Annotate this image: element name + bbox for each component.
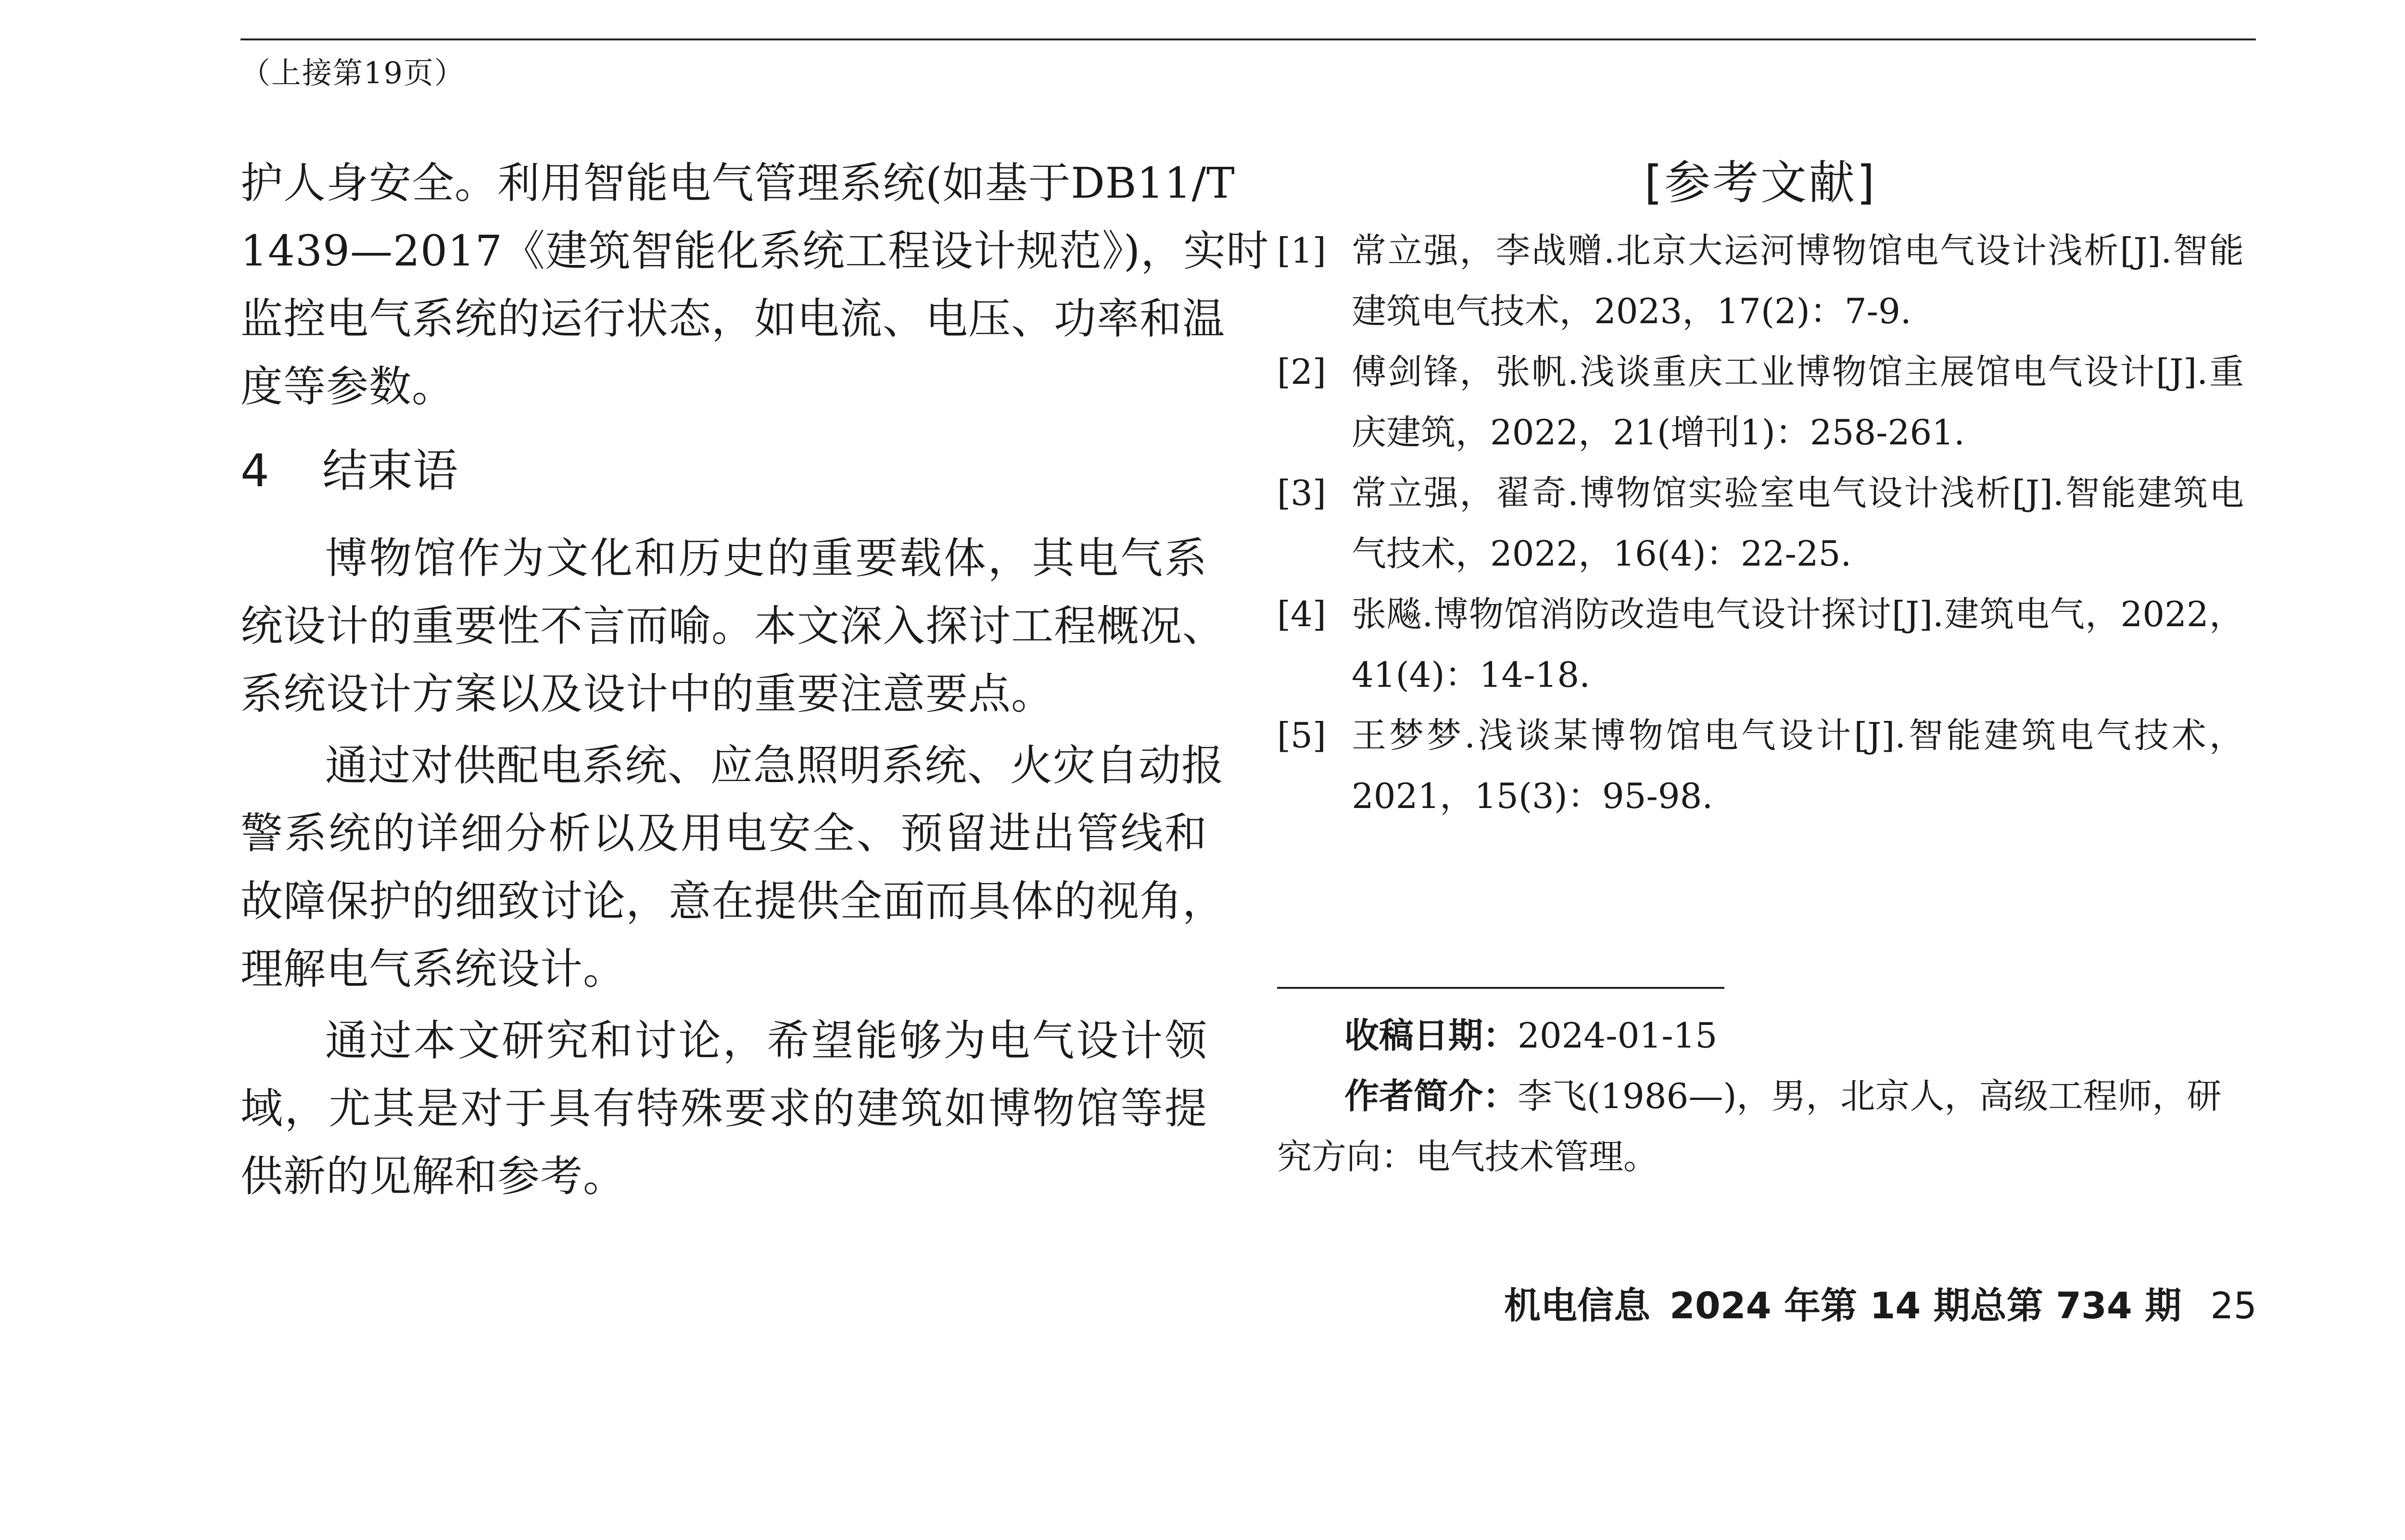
text-line: 系统设计方案以及设计中的重要注意要点。 [240,669,1054,719]
reference-text: 常立强，翟奇.博物馆实验室电气设计浅析[J].智能建筑电气技术，2022，16(4)：22-25. [1352,473,2244,574]
text-line: 博物馆作为文化和历史的重要载体，其电气系 [325,533,1207,583]
section-number: 4 [240,445,269,497]
text-line: 通过对供配电系统、应急照明系统、火灾自动报 [325,741,1225,790]
left-column [240,149,1269,1214]
continued-from-note: （上接第19页） [240,55,465,90]
author-bio-value: 李飞(1986—)，男，北京人，高级工程师，研究方向：电气技术管理。 [1277,1076,2222,1177]
reference-number: [1] [1277,230,1326,271]
page-footer [1485,1279,2257,1332]
section-heading [240,440,1207,503]
received-date-label: 收稿日期： [1344,1015,1518,1056]
reference-number: [5] [1277,715,1326,756]
reference-item [1277,584,2244,705]
text-line: 通过本文研究和讨论，希望能够为电气设计领 [325,1016,1207,1065]
footnote-rule [1277,987,1724,989]
text-line: 理解电气系统设计。 [240,944,626,994]
author-bio-label: 作者简介： [1344,1076,1518,1116]
received-date [1277,1005,2244,1066]
top-rule [240,38,2256,40]
reference-text: 王梦梦.浅谈某博物馆电气设计[J].智能建筑电气技术，2021，15(3)：95-98. [1352,715,2244,816]
text-line: 故障保护的细致讨论，意在提供全面而具体的视角， [240,876,1226,926]
reference-number: [4] [1277,594,1326,634]
reference-number: [2] [1277,352,1326,392]
author-bio [1277,1066,2244,1187]
text-line: 度等参数。 [240,362,455,411]
reference-item [1277,220,2244,341]
reference-item [1277,463,2244,584]
footnote [1277,1005,2244,1187]
issue-info: 2024 年第 14 期总第 734 期 [1670,1284,2182,1327]
reference-item [1277,341,2244,463]
text-line: 统设计的重要性不言而喻。本文深入探讨工程概况、 [240,601,1226,651]
paragraph-1 [240,149,1269,420]
paragraph-3 [240,732,1226,1003]
text-line: 供新的见解和参考。 [240,1151,626,1201]
text-line: 域，尤其是对于具有特殊要求的建筑如博物馆等提 [240,1084,1207,1133]
journal-name: 机电信息 [1504,1284,1651,1327]
reference-text: 常立强，李战赠.北京大运河博物馆电气设计浅析[J].智能建筑电气技术，2023，17(2)：7-9. [1352,230,2244,331]
references-title: [参考文献] [1644,156,1877,210]
section-title: 结束语 [322,445,458,497]
right-column [1277,149,2244,826]
reference-text: 张飚.博物馆消防改造电气设计探讨[J].建筑电气，2022，41(4)：14-18. [1352,594,2244,695]
text-line: 1439—2017《建筑智能化系统工程设计规范》)，实时 [240,226,1269,276]
reference-number: [3] [1277,473,1326,513]
text-line: 警系统的详细分析以及用电安全、预留进出管线和 [240,808,1207,858]
reference-item [1277,705,2244,826]
page-number: 25 [2210,1284,2257,1327]
text-line: 护人身安全。利用智能电气管理系统(如基于DB11/T [240,158,1235,208]
received-date-value: 2024-01-15 [1518,1015,1718,1056]
paragraph-2 [240,524,1226,728]
reference-text: 傅剑锋，张帆.浅谈重庆工业博物馆主展馆电气设计[J].重庆建筑，2022，21(增刊1)：258-261. [1352,352,2244,453]
paragraph-4 [240,1007,1207,1210]
text-line: 监控电气系统的运行状态，如电流、电压、功率和温 [240,294,1226,343]
